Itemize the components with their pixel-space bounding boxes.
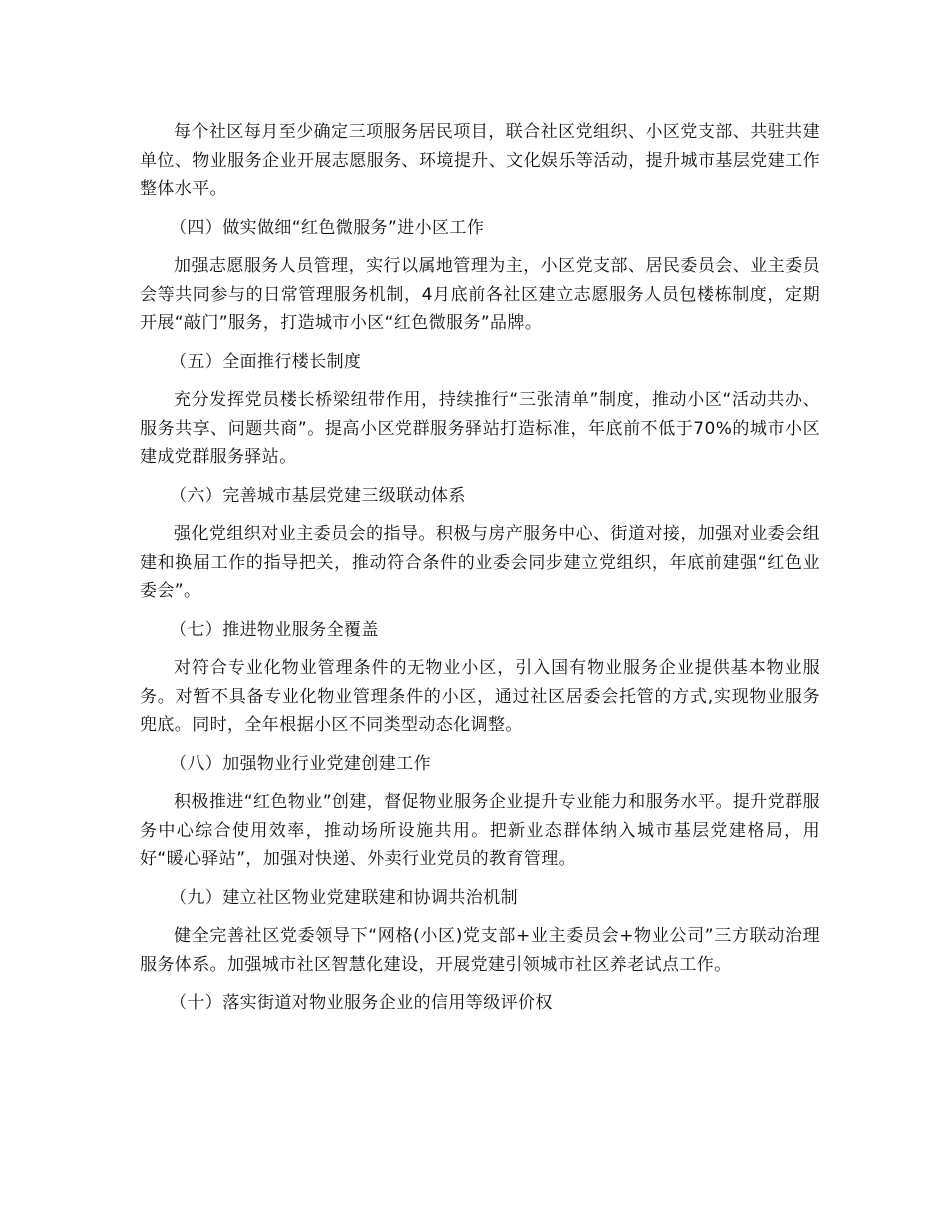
paragraph: 强化党组织对业主委员会的指导。积极与房产服务中心、街道对接，加强对业委会组建和换届工作的指导把关，推动符合条件的业委会同步建立党组织，年底前建强“红色业委会”。 bbox=[140, 524, 820, 601]
paragraph: 健全完善社区党委领导下“网格(小区)党支部+业主委员会+物业公司”三方联动治理服务体系。加强城市社区智慧化建设，开展党建引领城市社区养老试点工作。 bbox=[140, 926, 820, 975]
section-heading: （七）推进物业服务全覆盖 bbox=[170, 619, 379, 640]
section-heading: （五）全面推行楼长制度 bbox=[170, 351, 362, 372]
paragraph: 每个社区每月至少确定三项服务居民项目，联合社区党组织、小区党支部、共驻共建单位、物业服务企业开展志愿服务、环境提升、文化娱乐等活动，提升城市基层党建工作整体水平。 bbox=[140, 122, 820, 199]
document-body bbox=[140, 118, 820, 1028]
section-heading: （六）完善城市基层党建三级联动体系 bbox=[170, 485, 466, 506]
section-heading: （十）落实街道对物业服务企业的信用等级评价权 bbox=[170, 993, 553, 1013]
section-heading: （四）做实做细“红色微服务”进小区工作 bbox=[170, 217, 485, 238]
section-heading: （八）加强物业行业党建创建工作 bbox=[170, 753, 431, 774]
paragraph: 对符合专业化物业管理条件的无物业小区，引入国有物业服务企业提供基本物业服务。对暂不具备专业化物业管理条件的小区，通过社区居委会托管的方式,实现物业服务兜底。同时，全年根据小区不同类型动态化调整。 bbox=[140, 658, 820, 735]
paragraph: 积极推进“红色物业”创建，督促物业服务企业提升专业能力和服务水平。提升党群服务中心综合使用效率，推动场所设施共用。把新业态群体纳入城市基层党建格局，用好“暖心驿站”，加强对快递、外卖行业党员的教育管理。 bbox=[140, 792, 820, 869]
paragraph: 加强志愿服务人员管理，实行以属地管理为主，小区党支部、居民委员会、业主委员会等共同参与的日常管理服务机制，4月底前各社区建立志愿服务人员包楼栋制度，定期开展“敲门”服务，打造城市小区“红色微服务”品牌。 bbox=[140, 256, 820, 333]
paragraph: 充分发挥党员楼长桥梁纽带作用，持续推行“三张清单”制度，推动小区“活动共办、服务共享、问题共商”。提高小区党群服务驿站打造标准，年底前不低于70%的城市小区建成党群服务驿站。 bbox=[140, 390, 820, 467]
section-heading: （九）建立社区物业党建联建和协调共治机制 bbox=[170, 887, 518, 908]
